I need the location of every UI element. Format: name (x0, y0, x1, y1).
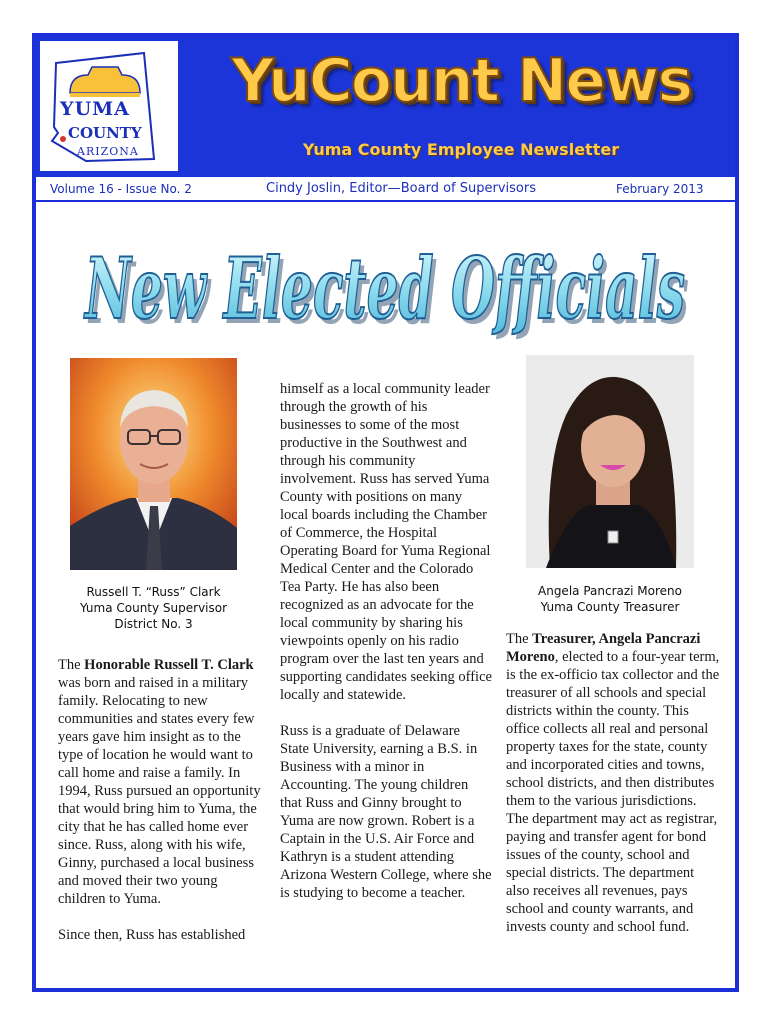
caption-title: Yuma County Treasurer (540, 600, 680, 614)
headline-shadow: New Elected Officials (87, 244, 689, 343)
angela-moreno-name: Treasurer, Angela Pancrazi Moreno (506, 631, 701, 665)
left-article-column (58, 656, 268, 962)
caption-district: District No. 3 (114, 617, 193, 631)
headline: New Elected Officials (83, 239, 685, 338)
issue-info-bar (36, 177, 735, 202)
russell-clark-paragraph-1: The Honorable Russell T. Clark was born and raised in a military family. Relocating to new communities and states every few years gave him insight as to the type of location he would want to call home and raise a family. In 1994, Russ pursued an opportunity that would bring him to Yuma, the city that he has called home ever since. Russ, along with his wife, Ginny, purchased a local business and moved their two young children to Yuma. (58, 657, 261, 907)
angela-moreno-caption (522, 583, 698, 615)
issue-date: February 2013 (616, 182, 704, 196)
editor-credit: Cindy Joslin, Editor—Board of Supervisors (266, 181, 537, 196)
russell-clark-paragraph-3: himself as a local community leader through the growth of his businesses to some of the most productive in the Southwest and through his community involvement. Russ has served Yuma County with positions on many local boards including the Chamber of Commerce, the Hospital Operating Board for Yuma Regional Medical Center and the Colorado Tea Party. He has also been recognized as an advocate for the local community by sharing his viewpoints openly on his radio program over the last ten years and supporting candidates seeking office locally and statewide. (280, 381, 492, 703)
angela-moreno-photo (526, 355, 694, 568)
newsletter-frame (32, 33, 739, 992)
logo-text-county: COUNTY (68, 124, 142, 142)
caption-name: Angela Pancrazi Moreno (538, 584, 682, 598)
newsletter-title: YuCount News (230, 46, 692, 116)
russell-clark-paragraph-4: Russ is a graduate of Delaware State University, earning a B.S. in Business with a minor in Accounting. The young children that Russ and Ginny brought to Yuma are now grown. Robert is a Captain in the U.S. Air Force and Kathryn is a student attending Arizona Western College, where she is studying to become a teacher. (280, 723, 492, 901)
angela-moreno-paragraph-1: The Treasurer, Angela Pancrazi Moreno, elected to a four-year term, is the ex-officio tax collector and the treasurer of all schools and special districts within the county. This office collects all real and personal property taxes for the state, county and incorporated cities and towns, school districts, and then distributes them to the various jurisdictions. The department may act as registrar, paying and transfer agent for bond issues of the county, school and special districts. The department also receives all revenues, pays school and county warrants, and invests county and school fund. (506, 631, 720, 935)
headline-banner (36, 205, 735, 353)
logo-text-yuma: YUMA (60, 98, 130, 120)
middle-article-column (280, 380, 492, 920)
masthead (36, 37, 735, 177)
russell-clark-name: Honorable Russell T. Clark (84, 657, 254, 673)
right-article-column (506, 630, 721, 954)
logo-text-arizona: ARIZONA (77, 145, 139, 158)
caption-name: Russell T. “Russ” Clark (86, 585, 221, 599)
russell-clark-paragraph-2: Since then, Russ has established (58, 927, 246, 943)
russell-clark-caption (66, 584, 241, 632)
caption-title: Yuma County Supervisor (79, 601, 228, 615)
volume-issue: Volume 16 - Issue No. 2 (50, 182, 192, 196)
newsletter-subtitle: Yuma County Employee Newsletter (302, 140, 620, 159)
yuma-county-logo (40, 41, 178, 171)
russell-clark-photo (70, 358, 237, 570)
